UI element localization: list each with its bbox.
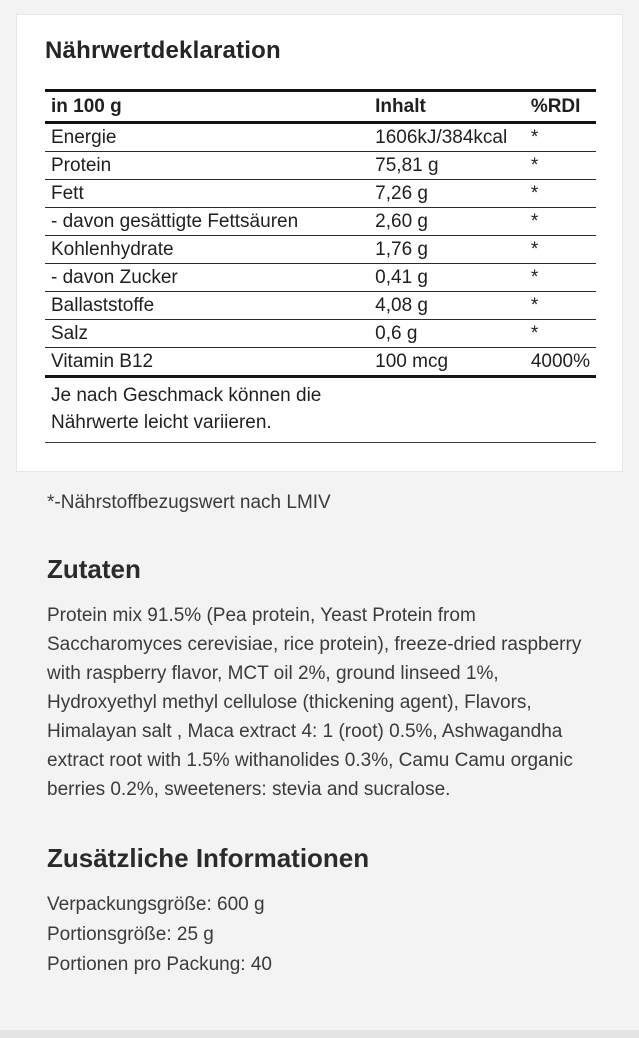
ingredients-heading: Zutaten [47, 554, 141, 584]
table-row [45, 152, 596, 180]
additional-info-list [47, 890, 594, 980]
table-row [45, 123, 596, 152]
details-section [47, 491, 594, 980]
bottom-divider [0, 1030, 639, 1038]
nutrient-value: 1,76 g [369, 236, 525, 264]
nutrient-value: 75,81 g [369, 152, 525, 180]
nutrient-value: 7,26 g [369, 180, 525, 208]
nutrient-value: 100 mcg [369, 348, 525, 377]
table-row [45, 320, 596, 348]
nutrition-note [51, 382, 590, 436]
additional-info-heading: Zusätzliche Informationen [47, 843, 370, 873]
nutrient-rdi: * [525, 123, 596, 152]
nutrition-table-header-row [45, 91, 596, 123]
nutrition-table-header-cell: %RDI [525, 91, 596, 123]
table-row [45, 236, 596, 264]
nutrition-note-cell [45, 377, 596, 443]
nutrient-label: Kohlenhydrate [45, 236, 369, 264]
nutrition-table-header-cell: in 100 g [45, 91, 369, 123]
nutrient-label: Ballaststoffe [45, 292, 369, 320]
table-row [45, 292, 596, 320]
nutrition-declaration-card [16, 14, 623, 472]
ingredients-text: Protein mix 91.5% (Pea protein, Yeast Protein from Saccharomyces cerevisiae, rice protein), freeze-dried raspberry with raspberry flavor, MCT oil 2%, ground linseed 1%, Hydroxyethyl methyl cellulose (thickening agent), Flavors, Himalayan salt , Maca extract 4: 1 (root) 0.5%, Ashwagandha extract root with 1.5% withanolides 0.3%, Camu Camu organic berries 0.2%, sweeteners: stevia and sucralose. [47, 605, 582, 800]
nutrient-rdi: * [525, 180, 596, 208]
nutrition-table-head [45, 91, 596, 123]
additional-info-line: Verpackungsgröße: 600 g [47, 894, 265, 915]
nutrient-value: 0,6 g [369, 320, 525, 348]
nutrition-card-title: Nährwertdeklaration [45, 37, 281, 64]
nutrition-table-body [45, 123, 596, 377]
nutrient-value: 2,60 g [369, 208, 525, 236]
rdi-footnote: *-Nährstoffbezugswert nach LMIV [47, 492, 331, 513]
nutrient-label: Vitamin B12 [45, 348, 369, 377]
nutrient-label: - davon Zucker [45, 264, 369, 292]
nutrient-rdi: * [525, 236, 596, 264]
table-row [45, 208, 596, 236]
nutrient-rdi: 4000% [525, 348, 596, 377]
nutrient-label: Fett [45, 180, 369, 208]
nutrient-rdi: * [525, 292, 596, 320]
nutrition-note-line: Nährwerte leicht variieren. [51, 412, 272, 433]
nutrition-table-header-cell: Inhalt [369, 91, 525, 123]
nutrient-value: 4,08 g [369, 292, 525, 320]
additional-info-line: Portionen pro Packung: 40 [47, 954, 272, 975]
additional-info-line: Portionsgröße: 25 g [47, 924, 214, 945]
table-row [45, 264, 596, 292]
nutrient-rdi: * [525, 208, 596, 236]
nutrient-value: 1606kJ/384kcal [369, 123, 525, 152]
nutrition-note-line: Je nach Geschmack können die [51, 385, 322, 406]
nutrient-value: 0,41 g [369, 264, 525, 292]
nutrition-table-foot [45, 377, 596, 443]
nutrient-label: Protein [45, 152, 369, 180]
table-row [45, 180, 596, 208]
nutrient-rdi: * [525, 264, 596, 292]
nutrient-label: Salz [45, 320, 369, 348]
nutrient-rdi: * [525, 320, 596, 348]
nutrient-label: Energie [45, 123, 369, 152]
nutrient-rdi: * [525, 152, 596, 180]
nutrition-table [45, 89, 596, 443]
nutrition-note-row [45, 377, 596, 443]
nutrient-label: - davon gesättigte Fettsäuren [45, 208, 369, 236]
table-row [45, 348, 596, 377]
